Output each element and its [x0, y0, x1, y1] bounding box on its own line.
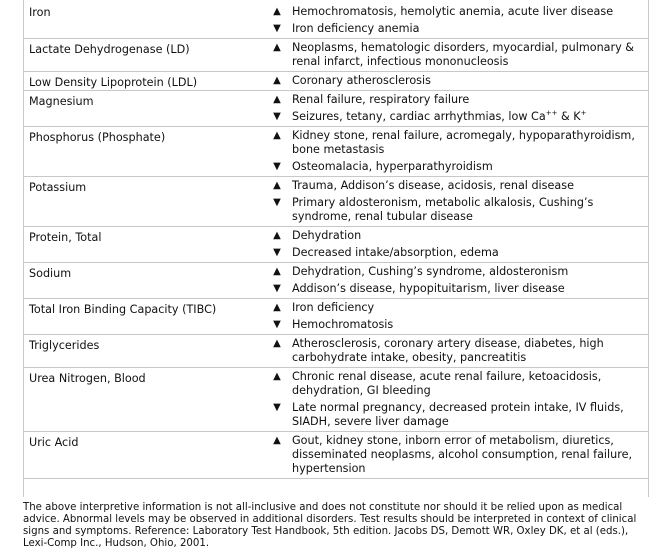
table-row	[23, 0, 649, 39]
table-row	[23, 263, 649, 299]
decreased-conditions: Seizures, tetany, cardiac arrhythmias, low Ca++ & K+	[292, 109, 587, 123]
arrow-up-icon: ▲	[273, 435, 281, 446]
increased-conditions: Trauma, Addison’s disease, acidosis, renal disease	[292, 179, 574, 192]
arrow-down-icon: ▼	[273, 23, 281, 34]
increased-conditions: Gout, kidney stone, inborn error of metabolism, diuretics, disseminated neoplasms, alcohol consumption, renal failure, hypertension	[292, 434, 633, 475]
decreased-conditions: Iron deficiency anemia	[292, 22, 420, 35]
test-name: Phosphorus (Phosphate)	[23, 127, 262, 177]
test-name: Magnesium	[23, 91, 262, 127]
increased-conditions: Coronary atherosclerosis	[292, 74, 431, 87]
increased-conditions: Dehydration, Cushing’s syndrome, aldosteronism	[292, 265, 569, 278]
decreased-conditions: Primary aldosteronism, metabolic alkalosis, Cushing’s syndrome, renal tubular disease	[292, 196, 594, 223]
arrow-down-icon: ▼	[273, 161, 281, 172]
decreased-conditions: Addison’s disease, hypopituitarism, liver disease	[292, 282, 565, 295]
increased-conditions: Dehydration	[292, 229, 362, 242]
arrow-down-icon: ▼	[273, 197, 281, 208]
increased-conditions: Renal failure, respiratory failure	[292, 93, 470, 106]
test-name: Protein, Total	[23, 227, 262, 263]
table-row	[23, 39, 649, 72]
table-row	[23, 335, 649, 368]
test-name: Iron	[23, 0, 262, 39]
arrow-down-icon: ▼	[273, 402, 281, 413]
arrow-down-icon: ▼	[273, 111, 281, 122]
table-row	[23, 368, 649, 432]
table-row	[23, 127, 649, 177]
test-name: Potassium	[23, 177, 262, 227]
test-name: Triglycerides	[23, 335, 262, 368]
increased-conditions: Chronic renal disease, acute renal failure, ketoacidosis, dehydration, GI bleeding	[292, 370, 602, 397]
arrow-up-icon: ▲	[273, 266, 281, 277]
arrow-down-icon: ▼	[273, 283, 281, 294]
arrow-down-icon: ▼	[273, 247, 281, 258]
table-row	[23, 299, 649, 335]
increased-conditions: Atherosclerosis, coronary artery disease, diabetes, high carbohydrate intake, obesity, pancreatitis	[292, 337, 604, 364]
table-row	[23, 91, 649, 127]
table-row	[23, 227, 649, 263]
arrow-up-icon: ▲	[273, 371, 281, 382]
footnote-disclaimer: The above interpretive information is not all-inclusive and does not constitute nor should it be relied upon as medical advice. Abnormal levels may be observed in additional disorders. Test results should be interpreted in context of clinical signs and symptoms. Reference: Laboratory Test Handbook, 5th edition. Jacobs DS, Demott WR, Oxley DK, et al (eds.), Lexi-Comp Inc., Hudson, Ohio, 2001.	[23, 502, 637, 549]
arrow-up-icon: ▲	[273, 75, 281, 86]
lab-interpretation-table	[23, 0, 649, 479]
test-name: Low Density Lipoprotein (LDL)	[23, 72, 262, 91]
arrow-up-icon: ▲	[273, 6, 281, 17]
increased-conditions: Iron deficiency	[292, 301, 375, 314]
arrow-up-icon: ▲	[273, 42, 281, 53]
decreased-conditions: Osteomalacia, hyperparathyroidism	[292, 160, 493, 173]
arrow-up-icon: ▲	[273, 230, 281, 241]
test-name: Sodium	[23, 263, 262, 299]
test-name: Total Iron Binding Capacity (TIBC)	[23, 299, 262, 335]
table-row	[23, 432, 649, 479]
increased-conditions: Kidney stone, renal failure, acromegaly, hypoparathyroidism, bone metastasis	[292, 129, 635, 156]
arrow-up-icon: ▲	[273, 338, 281, 349]
arrow-up-icon: ▲	[273, 302, 281, 313]
test-name: Lactate Dehydrogenase (LD)	[23, 39, 262, 72]
arrow-up-icon: ▲	[273, 180, 281, 191]
decreased-conditions: Hemochromatosis	[292, 318, 394, 331]
arrow-up-icon: ▲	[273, 130, 281, 141]
test-name: Uric Acid	[23, 432, 262, 479]
decreased-conditions: Decreased intake/absorption, edema	[292, 246, 499, 259]
arrow-down-icon: ▼	[273, 319, 281, 330]
increased-conditions: Hemochromatosis, hemolytic anemia, acute liver disease	[292, 5, 614, 18]
increased-conditions: Neoplasms, hematologic disorders, myocardial, pulmonary & renal infarct, infectious mononucleosis	[292, 41, 635, 68]
test-name: Urea Nitrogen, Blood	[23, 368, 262, 432]
decreased-conditions: Late normal pregnancy, decreased protein intake, IV fluids, SIADH, severe liver damage	[292, 401, 624, 428]
table-row	[23, 72, 649, 91]
table-row	[23, 177, 649, 227]
arrow-up-icon: ▲	[273, 94, 281, 105]
